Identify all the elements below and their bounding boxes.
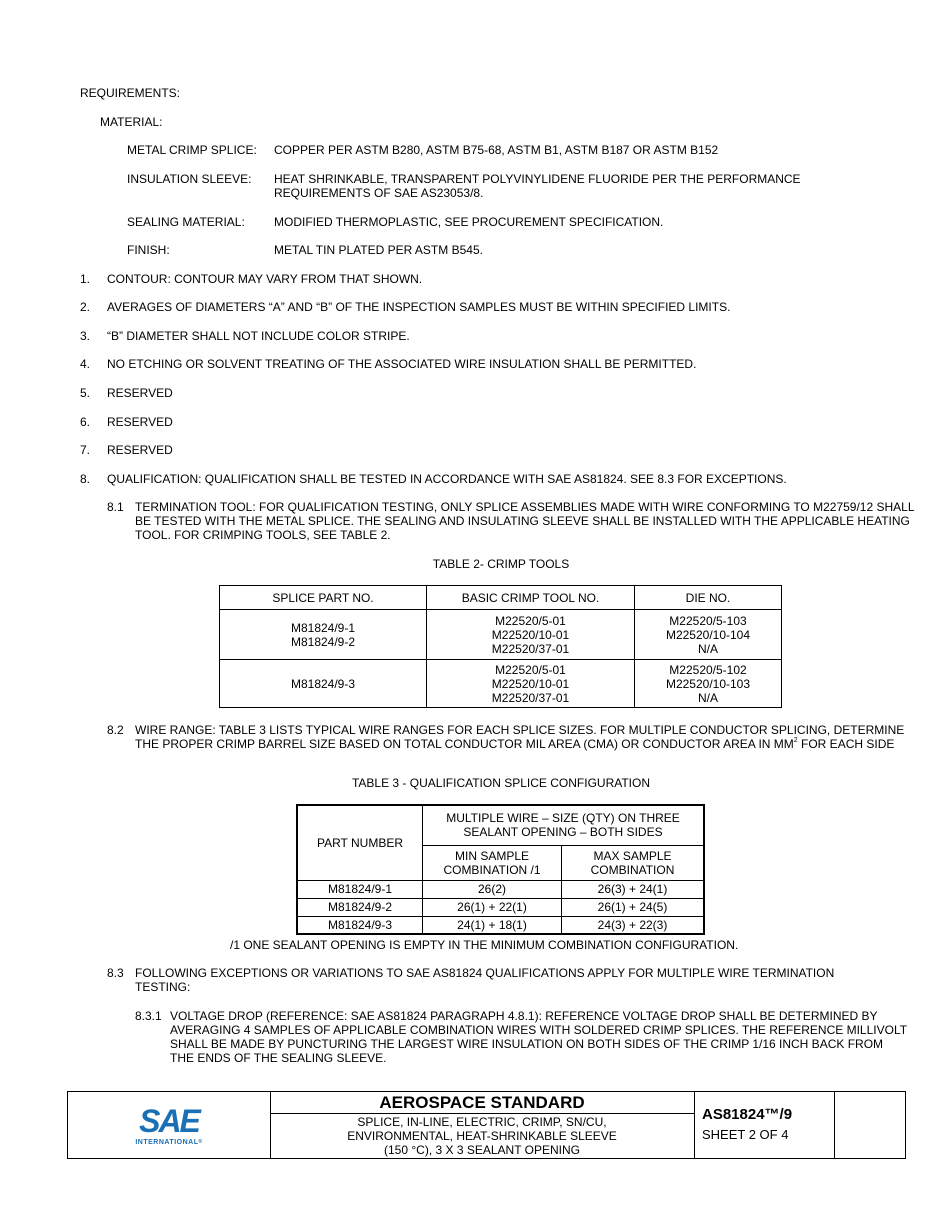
table-cell-tools bbox=[427, 660, 635, 708]
table-header-cell: BASIC CRIMP TOOL NO. bbox=[427, 586, 635, 610]
table-3-caption: TABLE 3 - QUALIFICATION SPLICE CONFIGURATION bbox=[351, 776, 651, 790]
section-8-2-tail: FOR EACH SIDE bbox=[797, 737, 895, 751]
note-text: NO ETCHING OR SOLVENT TREATING OF THE ASSOCIATED WIRE INSULATION SHALL BE PERMITTED. bbox=[107, 357, 697, 371]
table-3-qualification-splice bbox=[296, 804, 705, 935]
logo-mark: ® bbox=[198, 1139, 203, 1145]
note-text: RESERVED bbox=[107, 415, 173, 429]
material-value-sealing: MODIFIED THERMOPLASTIC, SEE PROCUREMENT SPECIFICATION. bbox=[274, 215, 664, 229]
section-8-2-body: WIRE RANGE: TABLE 3 LISTS TYPICAL WIRE RANGES FOR EACH SPLICE SIZES. FOR MULTIPLE CONDUCTOR SPLICING, DETERMINE THE PROPER CRIMP BARREL SIZE BASED ON TOTAL CONDUCTOR MIL AREA (CMA) OR CONDUCTOR AREA IN MM bbox=[135, 723, 905, 751]
die-number: M22520/10-104 bbox=[665, 627, 751, 642]
table-cell-part bbox=[220, 660, 427, 708]
table-cell: M81824/9-2 bbox=[297, 898, 423, 916]
requirements-heading: REQUIREMENTS: bbox=[80, 86, 181, 100]
table-cell: M81824/9-3 bbox=[297, 916, 423, 934]
note-number: 2. bbox=[80, 300, 91, 314]
table-cell: M81824/9-1 bbox=[297, 880, 423, 898]
note-text: RESERVED bbox=[107, 443, 173, 457]
part-number: M81824/9-1 bbox=[290, 620, 356, 635]
tool-number: M22520/10-01 bbox=[491, 676, 570, 691]
table-cell: 26(1) + 24(5) bbox=[562, 898, 705, 916]
tool-number: M22520/10-01 bbox=[491, 627, 570, 642]
table-row bbox=[297, 898, 704, 916]
section-8-3-number: 8.3 bbox=[107, 966, 124, 980]
document-number: AS81824™/9 bbox=[702, 1106, 793, 1123]
tool-number: M22520/5-01 bbox=[495, 662, 566, 677]
note-number: 1. bbox=[80, 272, 91, 286]
material-value-sleeve: HEAT SHRINKABLE, TRANSPARENT POLYVINYLIDENE FLUORIDE PER THE PERFORMANCE REQUIREMENTS OF SAE AS23053/8. bbox=[274, 172, 801, 200]
part-number: M81824/9-3 bbox=[290, 676, 356, 691]
section-8-3-text: FOLLOWING EXCEPTIONS OR VARIATIONS TO SAE AS81824 QUALIFICATIONS APPLY FOR MULTIPLE WIRE TERMINATION TESTING: bbox=[135, 966, 835, 994]
section-8-3-1-number: 8.3.1 bbox=[135, 1009, 162, 1023]
table-cell-tools bbox=[427, 610, 635, 660]
table-row bbox=[297, 916, 704, 934]
logo-text: SAE bbox=[139, 1103, 199, 1139]
description-line: ENVIRONMENTAL, HEAT-SHRINKABLE SLEEVE bbox=[347, 1129, 617, 1143]
part-number: M81824/9-2 bbox=[290, 634, 356, 649]
sae-logo-icon bbox=[68, 1092, 270, 1158]
table-header-min bbox=[423, 845, 562, 880]
standard-heading: AEROSPACE STANDARD bbox=[270, 1092, 694, 1114]
table-2-caption: TABLE 2- CRIMP TOOLS bbox=[432, 557, 570, 571]
note-number: 7. bbox=[80, 443, 91, 457]
table-header-row bbox=[297, 805, 704, 845]
material-label-splice: METAL CRIMP SPLICE: bbox=[127, 143, 257, 157]
table-cell: 26(3) + 24(1) bbox=[562, 880, 705, 898]
note-text: AVERAGES OF DIAMETERS “A” AND “B” OF THE INSPECTION SAMPLES MUST BE WITHIN SPECIFIED LIMITS. bbox=[107, 300, 731, 314]
table-row bbox=[220, 610, 782, 660]
material-label-finish: FINISH: bbox=[127, 243, 170, 257]
table-cell: 24(1) + 18(1) bbox=[423, 916, 562, 934]
die-number: N/A bbox=[697, 641, 718, 656]
table-header-cell: SPLICE PART NO. bbox=[220, 586, 427, 610]
section-8-2-number: 8.2 bbox=[107, 723, 124, 737]
header-line: MIN SAMPLE bbox=[454, 848, 529, 863]
table-cell: 26(2) bbox=[423, 880, 562, 898]
material-label-sleeve: INSULATION SLEEVE: bbox=[127, 172, 252, 186]
table-cell: 26(1) + 22(1) bbox=[423, 898, 562, 916]
note-text: QUALIFICATION: QUALIFICATION SHALL BE TESTED IN ACCORDANCE WITH SAE AS81824. SEE 8.3 FOR EXCEPTIONS. bbox=[107, 472, 787, 486]
header-line: MULTIPLE WIRE – SIZE (QTY) ON THREE bbox=[446, 811, 680, 826]
revision-cell bbox=[834, 1092, 905, 1158]
note-number: 3. bbox=[80, 329, 91, 343]
note-number: 8. bbox=[80, 472, 91, 486]
material-label-sealing: SEALING MATERIAL: bbox=[127, 215, 245, 229]
die-number: M22520/5-102 bbox=[669, 662, 747, 677]
table-header-cell: DIE NO. bbox=[635, 586, 782, 610]
table-cell: 24(3) + 22(3) bbox=[562, 916, 705, 934]
table-cell-part bbox=[220, 610, 427, 660]
header-line: COMBINATION /1 bbox=[443, 862, 541, 877]
tool-number: M22520/37-01 bbox=[491, 641, 570, 656]
note-text: “B” DIAMETER SHALL NOT INCLUDE COLOR STRIPE. bbox=[107, 329, 410, 343]
document-number-cell bbox=[694, 1092, 835, 1158]
sheet-number: SHEET 2 OF 4 bbox=[702, 1127, 789, 1142]
die-number: N/A bbox=[697, 690, 718, 705]
table-cell-dies bbox=[635, 660, 782, 708]
header-line: COMBINATION bbox=[590, 862, 675, 877]
note-number: 6. bbox=[80, 415, 91, 429]
header-line: MAX SAMPLE bbox=[593, 848, 672, 863]
title-block bbox=[67, 1091, 906, 1159]
material-heading: MATERIAL: bbox=[100, 115, 163, 129]
material-value-splice: COPPER PER ASTM B280, ASTM B75-68, ASTM B1, ASTM B187 OR ASTM B152 bbox=[274, 143, 719, 157]
table-row bbox=[297, 880, 704, 898]
standard-description bbox=[270, 1115, 694, 1157]
table-cell-dies bbox=[635, 610, 782, 660]
title-cell bbox=[270, 1092, 695, 1158]
header-line: SEALANT OPENING – BOTH SIDES bbox=[463, 825, 663, 840]
note-text: CONTOUR: CONTOUR MAY VARY FROM THAT SHOWN. bbox=[107, 272, 423, 286]
note-number: 4. bbox=[80, 357, 91, 371]
description-line: (150 °C), 3 X 3 SEALANT OPENING bbox=[384, 1143, 580, 1157]
section-8-1-text: TERMINATION TOOL: FOR QUALIFICATION TESTING, ONLY SPLICE ASSEMBLIES MADE WITH WIRE CONFORMING TO M22759/12 SHALL BE TESTED WITH THE METAL SPLICE. THE SEALING AND INSULATING SLEEVE SHALL BE INSTALLED WITH THE APPLICABLE HEATING TOOL. FOR CRIMPING TOOLS, SEE TABLE 2. bbox=[135, 500, 915, 542]
table-row bbox=[220, 660, 782, 708]
die-number: M22520/5-103 bbox=[669, 613, 747, 628]
superscript: 2 bbox=[793, 737, 798, 744]
material-value-finish: METAL TIN PLATED PER ASTM B545. bbox=[274, 243, 483, 257]
die-number: M22520/10-103 bbox=[665, 676, 751, 691]
table-2-crimp-tools bbox=[219, 585, 782, 708]
tool-number: M22520/37-01 bbox=[491, 690, 570, 705]
logo-sub: INTERNATIONAL bbox=[135, 1139, 199, 1146]
section-8-2-text bbox=[135, 723, 920, 751]
note-number: 5. bbox=[80, 386, 91, 400]
section-8-3-1-text: VOLTAGE DROP (REFERENCE: SAE AS81824 PARAGRAPH 4.8.1): REFERENCE VOLTAGE DROP SHALL BE DETERMINED BY AVERAGING 4 SAMPLES OF APPLICABLE COMBINATION WIRES WITH SOLDERED CRIMP SPLICES. THE REFERENCE MILLIVOLT SHALL BE MADE BY PUNCTURING THE LARGEST WIRE INSULATION ON BOTH SIDES OF THE CRIMP 1/16 INCH BACK FROM THE ENDS OF THE SEALING SLEEVE. bbox=[170, 1009, 907, 1065]
tool-number: M22520/5-01 bbox=[495, 613, 566, 628]
description-line: SPLICE, IN-LINE, ELECTRIC, CRIMP, SN/CU, bbox=[357, 1115, 607, 1129]
table-header-row bbox=[220, 586, 782, 610]
table-header-group bbox=[423, 805, 705, 845]
logo-cell bbox=[68, 1092, 271, 1158]
table-header-max bbox=[562, 845, 705, 880]
table-header-part: PART NUMBER bbox=[297, 805, 423, 880]
note-text: RESERVED bbox=[107, 386, 173, 400]
logo-subtext bbox=[135, 1138, 202, 1146]
table-3-footnote: /1 ONE SEALANT OPENING IS EMPTY IN THE MINIMUM COMBINATION CONFIGURATION. bbox=[230, 938, 739, 952]
section-8-1-number: 8.1 bbox=[107, 500, 124, 514]
